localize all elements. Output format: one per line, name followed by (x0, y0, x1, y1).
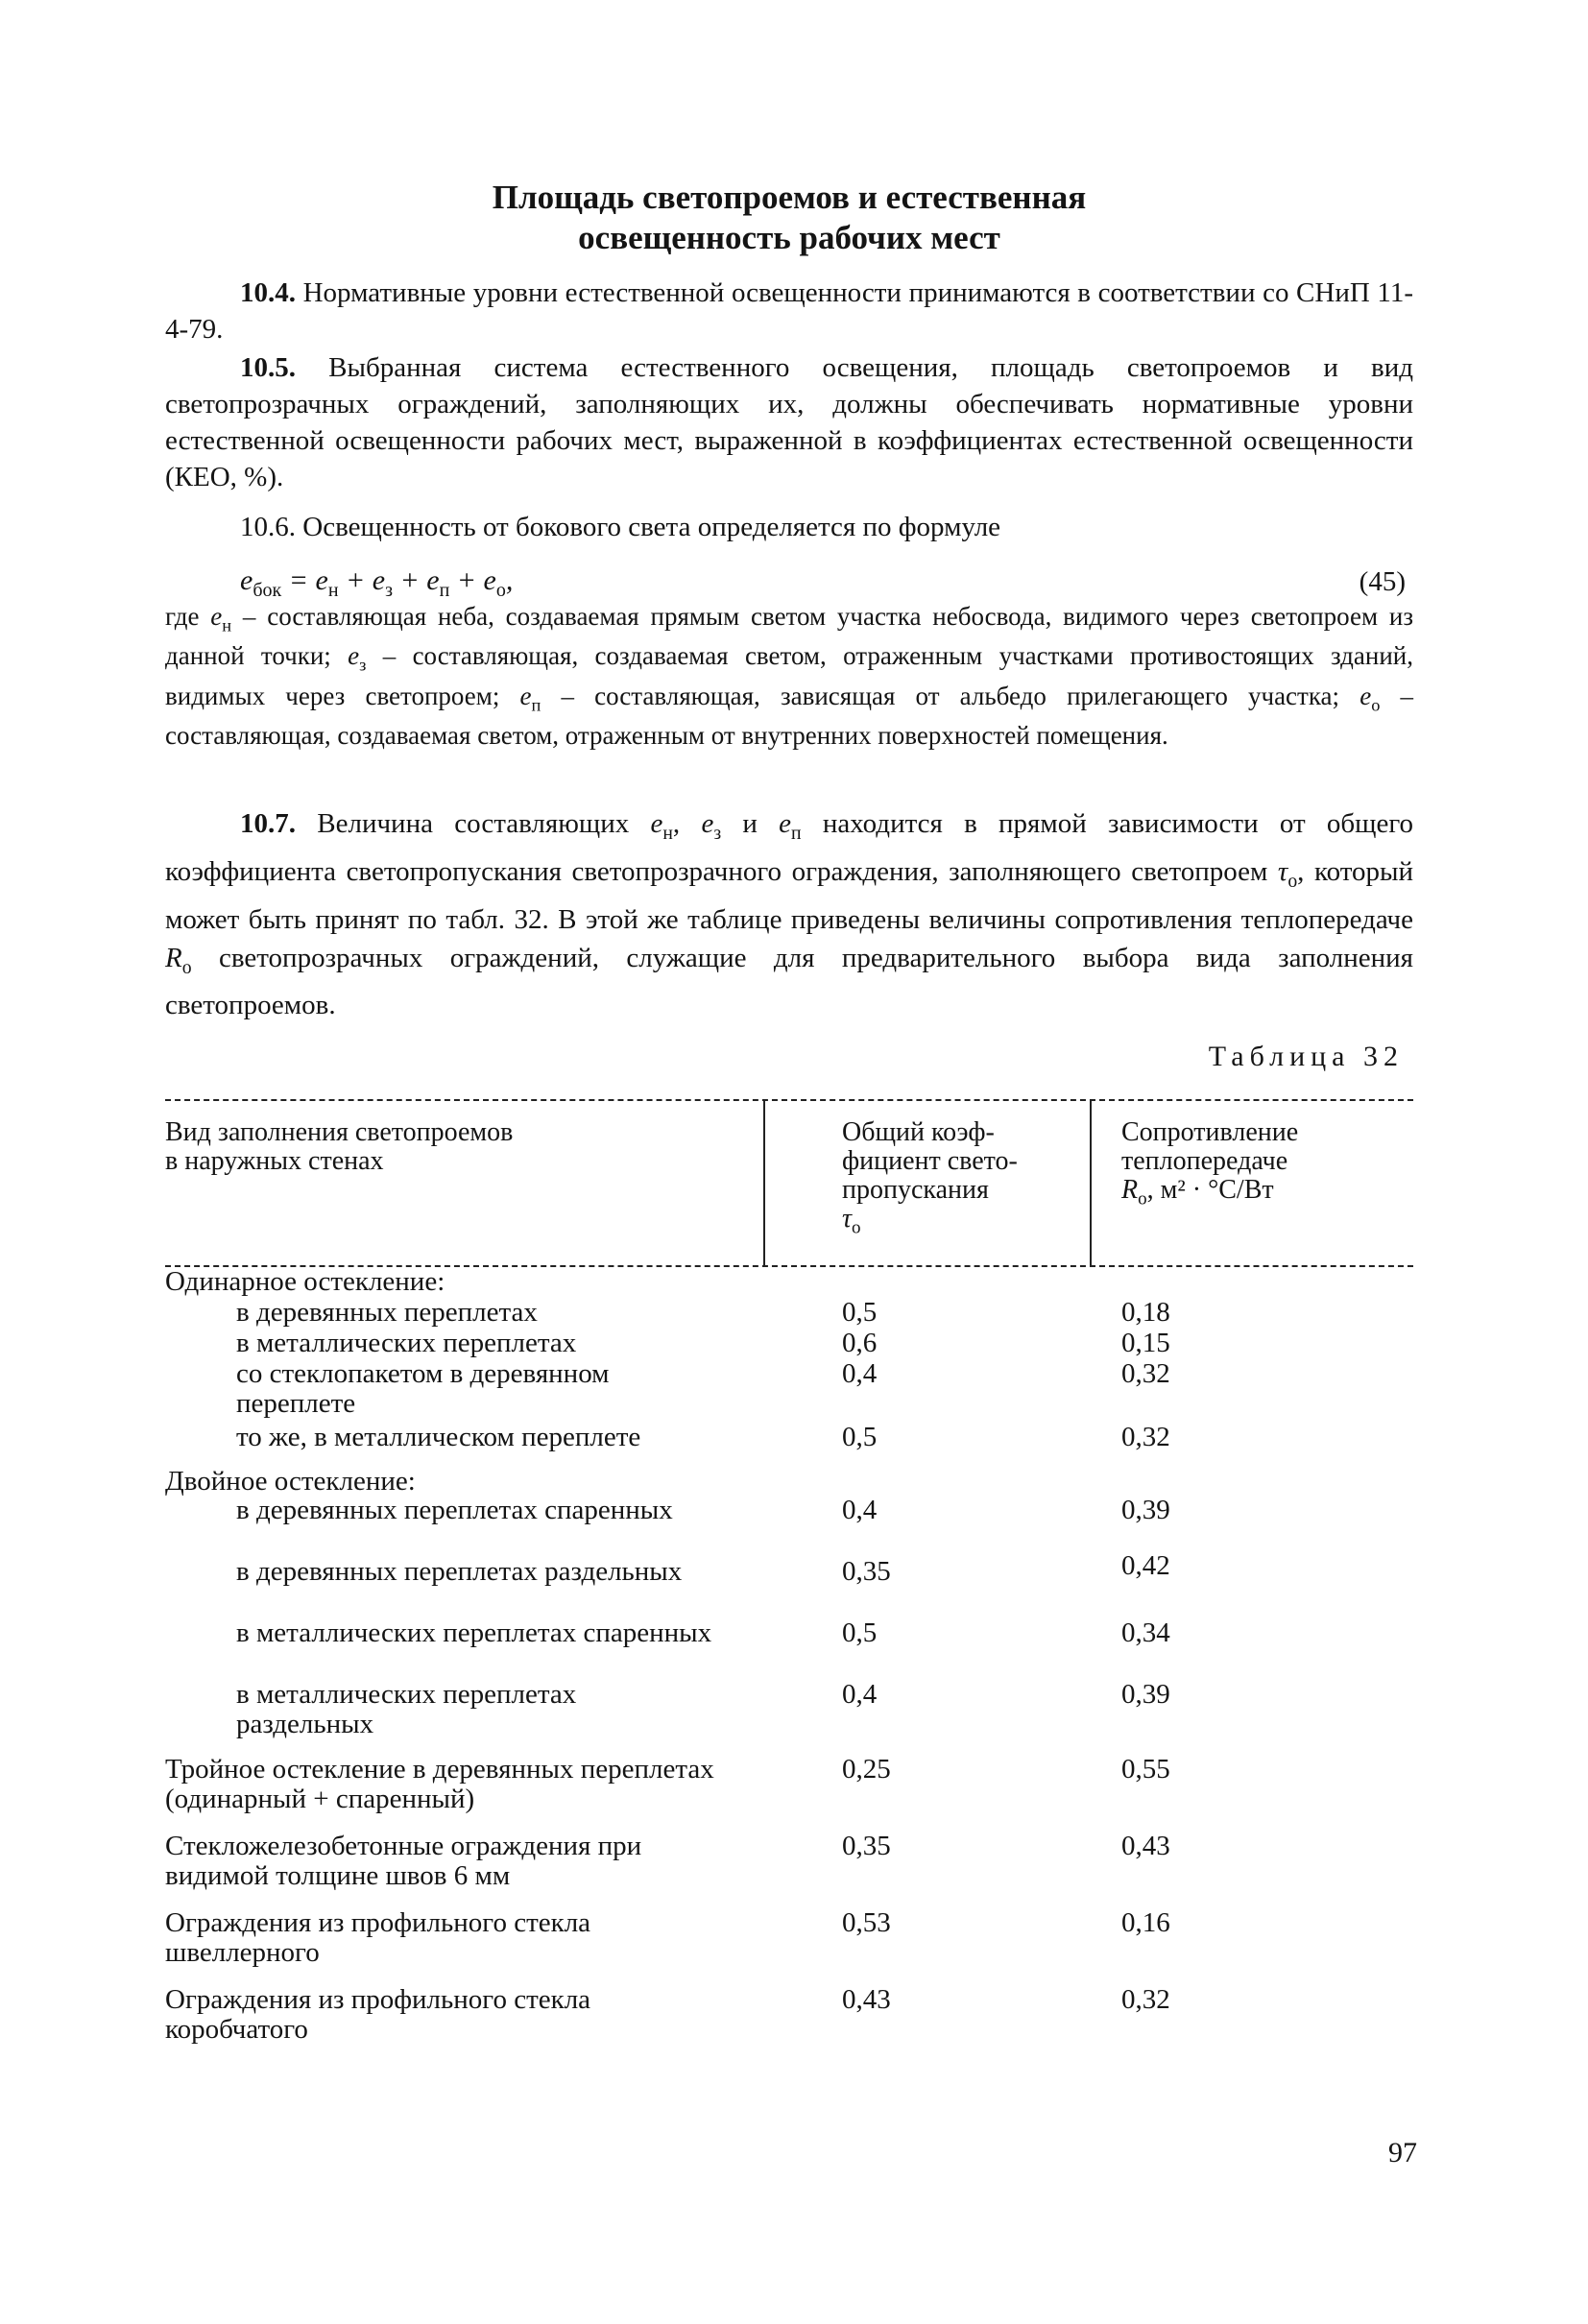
table-cell-tau: 0,4 (842, 1679, 878, 1710)
table-row-group: Двойное остекление: (165, 1466, 416, 1497)
table-cell-tau: 0,4 (842, 1358, 878, 1389)
table-cell-r: 0,16 (1121, 1907, 1170, 1938)
table-cell-r: 0,39 (1121, 1679, 1170, 1710)
paragraph-number: 10.5. (240, 352, 296, 383)
paragraph-10-4 (165, 275, 1413, 347)
table-cell-r: 0,32 (1121, 1422, 1170, 1452)
table-row-label: Ограждения из профильного стекла коробчатого (165, 1984, 591, 2045)
paragraph-text: Нормативные уровни естественной освещенности принимаются в соответствии со СНиП 11-4-79. (165, 277, 1413, 345)
table-cell-r: 0,18 (1121, 1297, 1170, 1328)
table-cell-r: 0,55 (1121, 1754, 1170, 1785)
table-cell-tau: 0,53 (842, 1907, 891, 1938)
formula-legend: где $e_н$ – составляющая неба, создаваемая прямым светом участка небосвода, видимого через светопроем из данной точки; $e_з$ – составляющая, создаваемая светом, отраженным участками противостоящих зданий, видимых через светопроем; $e_п$ – составляющая, зависящая от альбедо прилегающего участка; $e_о$ – составляющая, создаваемая светом, отраженным от внутренних поверхностей помещения. (165, 602, 1414, 751)
table-cell-r: 0,32 (1121, 1358, 1170, 1389)
table-row-label: в деревянных переплетах спаренных (236, 1495, 673, 1525)
paragraph-number: 10.4. (240, 277, 296, 308)
table-row-label: в металлических переплетах раздельных (236, 1679, 577, 1739)
table-row-label: Тройное остекление в деревянных переплетах (одинарный + спаренный) (165, 1754, 714, 1814)
table-row-label: в деревянных переплетах (236, 1297, 538, 1328)
paragraph-text: Выбранная система естественного освещения, площадь светопроемов и вид светопрозрачных ограждений, заполняющих их, должны обеспечивать нормативные уровни естественной освещенности рабочих мест, выраженной в коэффициентах естественной освещенности (КЕО, %). (165, 352, 1413, 492)
table-row-label: в металлических переплетах (236, 1328, 577, 1358)
table-row-label: Ограждения из профильного стекла швеллерного (165, 1907, 591, 1968)
table-cell-tau: 0,5 (842, 1297, 878, 1328)
page-number: 97 (1388, 2137, 1417, 2168)
table-top-rule (165, 1099, 1413, 1101)
header-resistance: Сопротивление теплопередаче $R_о$, м² · °С/Вт (1121, 1117, 1299, 1210)
table-row-label: со стеклопакетом в деревянном переплете (236, 1358, 610, 1419)
table-cell-r: 0,39 (1121, 1495, 1170, 1525)
table-row-label: в металлических переплетах спаренных (236, 1617, 712, 1648)
table-row-label: Стекложелезобетонные ограждения при видимой толщине швов 6 мм (165, 1831, 642, 1891)
table-cell-r: 0,32 (1121, 1984, 1170, 2015)
table-cell-tau: 0,35 (842, 1556, 891, 1587)
header-transmission: Общий коэф- фициент свето- пропускания $\tau_о$ (842, 1117, 1018, 1238)
table-cell-tau: 0,4 (842, 1495, 878, 1525)
column-divider (763, 1099, 765, 1265)
paragraph-10-6: 10.6. Освещенность от бокового света определяется по формуле (240, 512, 1001, 542)
table-row-label: то же, в металлическом переплете (236, 1422, 641, 1452)
table-cell-r: 0,34 (1121, 1617, 1170, 1648)
table-cell-tau: 0,5 (842, 1617, 878, 1648)
column-divider (1090, 1099, 1092, 1265)
table-row-group: Одинарное остекление: (165, 1266, 445, 1297)
paragraph-10-7: 10.7. Величина составляющих $e_н$, $e_з$ и $e_п$ находится в прямой зависимости от общего коэффициента светопропускания светопрозрачного ограждения, заполняющего светопроем $\tau_о$, который может быть принят по табл. 32. В этой же таблице приведены величины сопротивления теплопередаче $R_о$ светопрозрачных ограждений, служащие для предварительного выбора вида заполнения светопроемов. (165, 808, 1414, 1021)
table-cell-tau: 0,25 (842, 1754, 891, 1785)
table-cell-tau: 0,35 (842, 1831, 891, 1861)
equation-number: (45) (1359, 566, 1406, 597)
paragraph-10-5 (165, 349, 1413, 495)
table-cell-r: 0,15 (1121, 1328, 1170, 1358)
header-type: Вид заполнения светопроемов в наружных стенах (165, 1117, 514, 1176)
table-cell-r: 0,42 (1121, 1550, 1170, 1581)
table-cell-r: 0,43 (1121, 1831, 1170, 1861)
table-cell-tau: 0,5 (842, 1422, 878, 1452)
table-row-label: в деревянных переплетах раздельных (236, 1556, 683, 1587)
table-cell-tau: 0,43 (842, 1984, 891, 2015)
table-caption: Таблица 32 (1208, 1041, 1404, 1072)
table-cell-tau: 0,6 (842, 1328, 878, 1358)
section-title-line1: Площадь светопроемов и естественная (492, 179, 1087, 216)
section-title-line2: освещенность рабочих мест (578, 219, 1000, 256)
formula-45: $e_{бок} = e_н + e_з + e_п + e_о$, (240, 564, 514, 601)
